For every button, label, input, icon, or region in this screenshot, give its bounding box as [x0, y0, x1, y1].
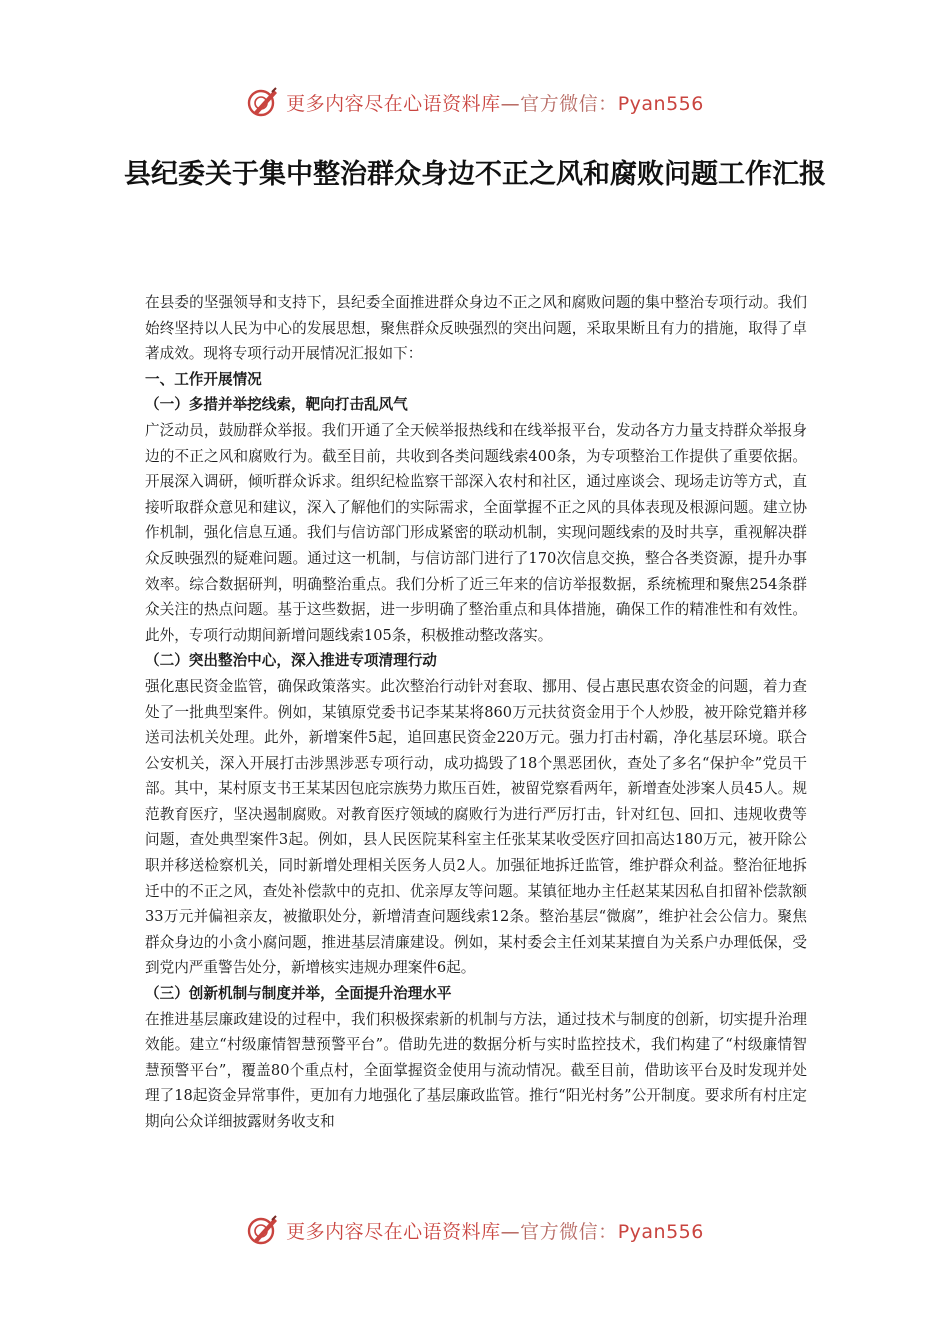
subsection-paragraph-2: 强化惠民资金监管，确保政策落实。此次整治行动针对套取、挪用、侵占惠民惠农资金的问题，着力查处了一批典型案件。例如，某镇原党委书记李某某将860万元扶贫资金用于个人炒股，被开除党籍并移送司法机关处理。此外，新增案件5起，追回惠民资金220万元。强力打击村霸，净化基层环境。联合公安机关，深入开展打击涉黑涉恶专项行动，成功捣毁了18个黑恶团伙，查处了多名“保护伞”党员干部。其中，某村原支书王某某因包庇宗族势力欺压百姓，被留党察看两年，新增查处涉案人员45人。规范教育医疗，坚决遏制腐败。对教育医疗领域的腐败行为进行严厉打击，针对红包、回扣、违规收费等问题，查处典型案件3起。例如，县人民医院某科室主任张某某收受医疗回扣高达180万元，被开除公职并移送检察机关，同时新增处理相关医务人员2人。加强征地拆迁监管，维护群众利益。整治征地拆迁中的不正之风，查处补偿款中的克扣、优亲厚友等问题。某镇征地办主任赵某某因私自扣留补偿款额33万元并偏袒亲友，被撤职处分，新增清查问题线索12条。整治基层“微腐”，维护社会公信力。聚焦群众身边的小贪小腐问题，推进基层清廉建设。例如，某村委会主任刘某某擅自为关系户办理低保，受到党内严重警告处分，新增核实违规办理案件6起。	[145, 677, 807, 977]
document-body	[145, 290, 807, 1135]
pen-logo-icon	[246, 1213, 280, 1247]
pen-logo-icon	[246, 85, 280, 119]
subsection-paragraph-1: 广泛动员，鼓励群众举报。我们开通了全天候举报热线和在线举报平台，发动各方力量支持群众举报身边的不正之风和腐败行为。截至目前，共收到各类问题线索400条，为专项整治工作提供了重要依据。开展深入调研，倾听群众诉求。组织纪检监察干部深入农村和社区，通过座谈会、现场走访等方式，直接听取群众意见和建议，深入了解他们的实际需求，全面掌握不正之风的具体表现及根源问题。建立协作机制，强化信息互通。我们与信访部门形成紧密的联动机制，实现问题线索的及时共享，重视解决群众反映强烈的疑难问题。通过这一机制，与信访部门进行了170次信息交换，整合各类资源，提升办事效率。综合数据研判，明确整治重点。我们分析了近三年来的信访举报数据，系统梳理和聚焦254条群众关注的热点问题。基于这些数据，进一步明确了整治重点和具体措施，确保工作的精准性和有效性。此外，专项行动期间新增问题线索105条，积极推动整改落实。	[145, 421, 807, 644]
subsection-heading-3: （三）创新机制与制度并举，全面提升治理水平	[145, 985, 452, 1003]
banner-text: 更多内容尽在心语资料库—官方微信：Pyan556	[286, 1220, 704, 1243]
banner-text: 更多内容尽在心语资料库—官方微信：Pyan556	[286, 92, 704, 115]
header-watermark-banner	[0, 82, 950, 122]
subsection-heading-2: （二）突出整治中心，深入推进专项清理行动	[145, 652, 437, 670]
intro-paragraph: 在县委的坚强领导和支持下，县纪委全面推进群众身边不正之风和腐败问题的集中整治专项行动。我们始终坚持以人民为中心的发展思想，聚焦群众反映强烈的突出问题，采取果断且有力的措施，取得了卓著成效。现将专项行动开展情况汇报如下：	[145, 294, 807, 363]
subsection-paragraph-3: 在推进基层廉政建设的过程中，我们积极探索新的机制与方法，通过技术与制度的创新，切实提升治理效能。建立“村级廉情智慧预警平台”。借助先进的数据分析与实时监控技术，我们构建了“村级廉情智慧预警平台”，覆盖80个重点村，全面掌握资金使用与流动情况。截至目前，借助该平台及时发现并处理了18起资金异常事件，更加有力地强化了基层廉政监管。推行“阳光村务”公开制度。要求所有村庄定期向公众详细披露财务收支和	[145, 1010, 807, 1130]
section-heading-1: 一、工作开展情况	[145, 370, 262, 388]
document-title: 县纪委关于集中整治群众身边不正之风和腐败问题工作汇报	[124, 159, 826, 190]
footer-watermark-banner	[0, 1210, 950, 1250]
subsection-heading-1: （一）多措并举挖线索，靶向打击乱风气	[145, 396, 408, 414]
